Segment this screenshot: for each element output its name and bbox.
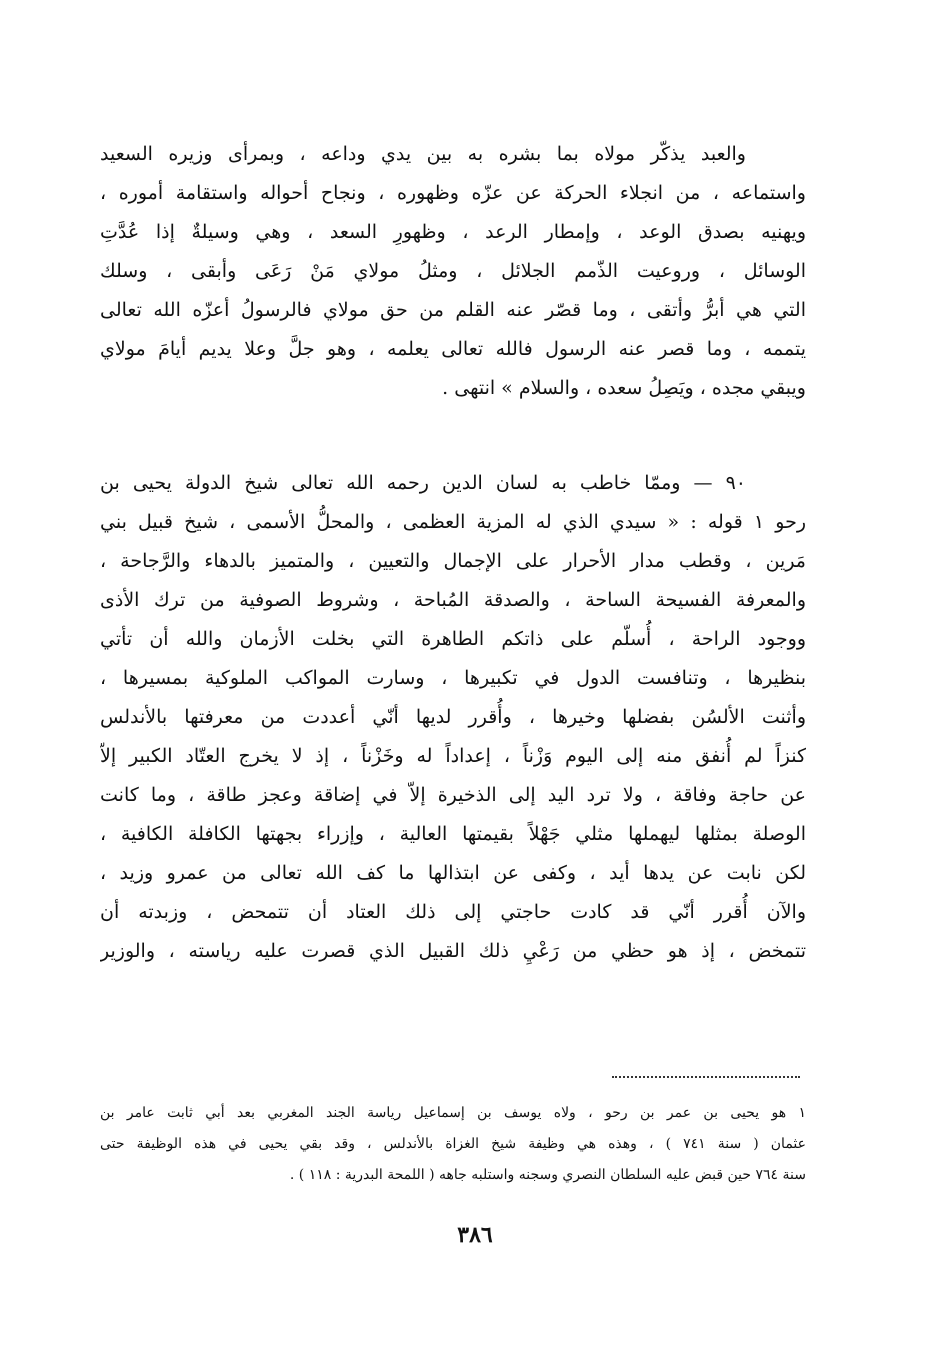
text-line: يتممه ، وما قصر عنه الرسول فالله تعالى يعلمه ، وهو جلَّ وعلا يديم أيامَ مولاي xyxy=(100,338,806,360)
text-line: كنزاً لم أُنفق منه إلى اليوم وَزْناً ، إعداداً له وخَزْناً ، إذ لا يخرج العتّاد الكبير إلاّ xyxy=(100,745,806,767)
footnote-line: ١ هو يحيى بن عمر بن رحو ، ولاه يوسف بن إسماعيل رياسة الجند المغربي بعد أبي ثابت عامر بن xyxy=(100,1105,806,1121)
text-line: لكن نابت عن يدها أيد ، وكفى عن ابتذالها ما كف الله تعالى من عمرو وزيد ، xyxy=(100,862,806,884)
text-line: وأثنت الألسُن بفضلها وخيرها ، وأُقرر لديها أنّي أعددت من معرفتها بالأندلس xyxy=(100,706,806,728)
text-line: والعبد يذكّر مولاه بما بشره به بين يدي وداعه ، وبمرأى وزيره السعيد xyxy=(100,143,746,165)
text-line: والآن أُقرر أنّي قد كادت حاجتي إلى ذلك العتاد أن تتمحض ، وزبدته أن xyxy=(100,901,806,923)
footnote-line: سنة ٧٦٤ حين قبض عليه السلطان النصري وسجنه واستلبه جاهه ( اللمحة البدرية : ١١٨ ) . xyxy=(289,1167,806,1183)
text-line: مَرين ، وقطب مدار الأحرار على الإجمال والتعيين ، والمتميز بالدهاء والرَّجاحة ، xyxy=(100,550,806,572)
text-line: عن حاجة وفاقة ، ولا ترد اليد إلى الذخيرة إلاّ في إضاقة وعجز طاقة ، وما كانت xyxy=(100,784,806,806)
text-line: رحو ١ قوله : « سيدي الذي له المزية العظمى ، والمحلُّ الأسمى ، شيخ قبيل بني xyxy=(100,511,806,533)
text-line: تتمخض ، إذ هو حظي من رَعْيِ ذلك القبيل الذي قصرت عليه رياسته ، والوزير xyxy=(100,940,806,962)
footnote-line: عثمان ( سنة ٧٤١ ) ، وهذه هي وظيفة شيخ الغزاة بالأندلس ، وقد بقي يحيى في هذه الوظيفة حتى xyxy=(100,1136,806,1152)
page-number: ٣٨٦ xyxy=(457,1222,493,1248)
text-line: الوسائل ، وروعيت الذّمم الجلائل ، ومثلُ مولاي مَنْ رَعَى وأبقى ، وسلك xyxy=(100,260,806,282)
text-line: ويبقي مجده ، ويَصِلُ سعده ، والسلام » انتهى . xyxy=(442,377,806,399)
text-line: الوصلة بمثلها ليهملها مثلي جَهْلاً بقيمتها العالية ، وإزراء بجهتها الكافلة الكافية ، xyxy=(100,823,806,845)
text-line: بنظيرها ، وتنافست الدول في تكبيرها ، وسارت المواكب الملوكية بمسيرها ، xyxy=(100,667,806,689)
text-line: ووجود الراحة ، أُسلّم على ذاتكم الطاهرة التي بخلت الأزمان والله أن تأتي xyxy=(100,628,806,650)
paragraph-letter-90 xyxy=(100,464,806,971)
footnote xyxy=(100,1098,806,1191)
text-line: والمعرفة الفسيحة الساحة ، والصدقة المُباحة ، وشروط الصوفية من ترك الأذى xyxy=(100,589,806,611)
text-line: واستماعه ، من انجلاء الحركة عن عزّه وظهوره ، ونجاح أحواله واستقامة أموره ، xyxy=(100,182,806,204)
text-line: التي هي أبرُّ وأتقى ، وما قصّر عنه القلم من حق مولاي فالرسولُ أعزّه الله تعالى xyxy=(100,299,806,321)
paragraph-letter-closing xyxy=(100,135,806,408)
footnote-separator xyxy=(612,1076,800,1078)
text-line: ٩٠ — وممّا خاطب به لسان الدين رحمه الله تعالى شيخ الدولة يحيى بن xyxy=(100,472,746,494)
text-line: ويهنيه بصدق الوعد ، وإمطار الرعد ، وظهورِ السعد ، وهي وسيلةٌ إذا عُدَّتِ xyxy=(100,221,806,243)
